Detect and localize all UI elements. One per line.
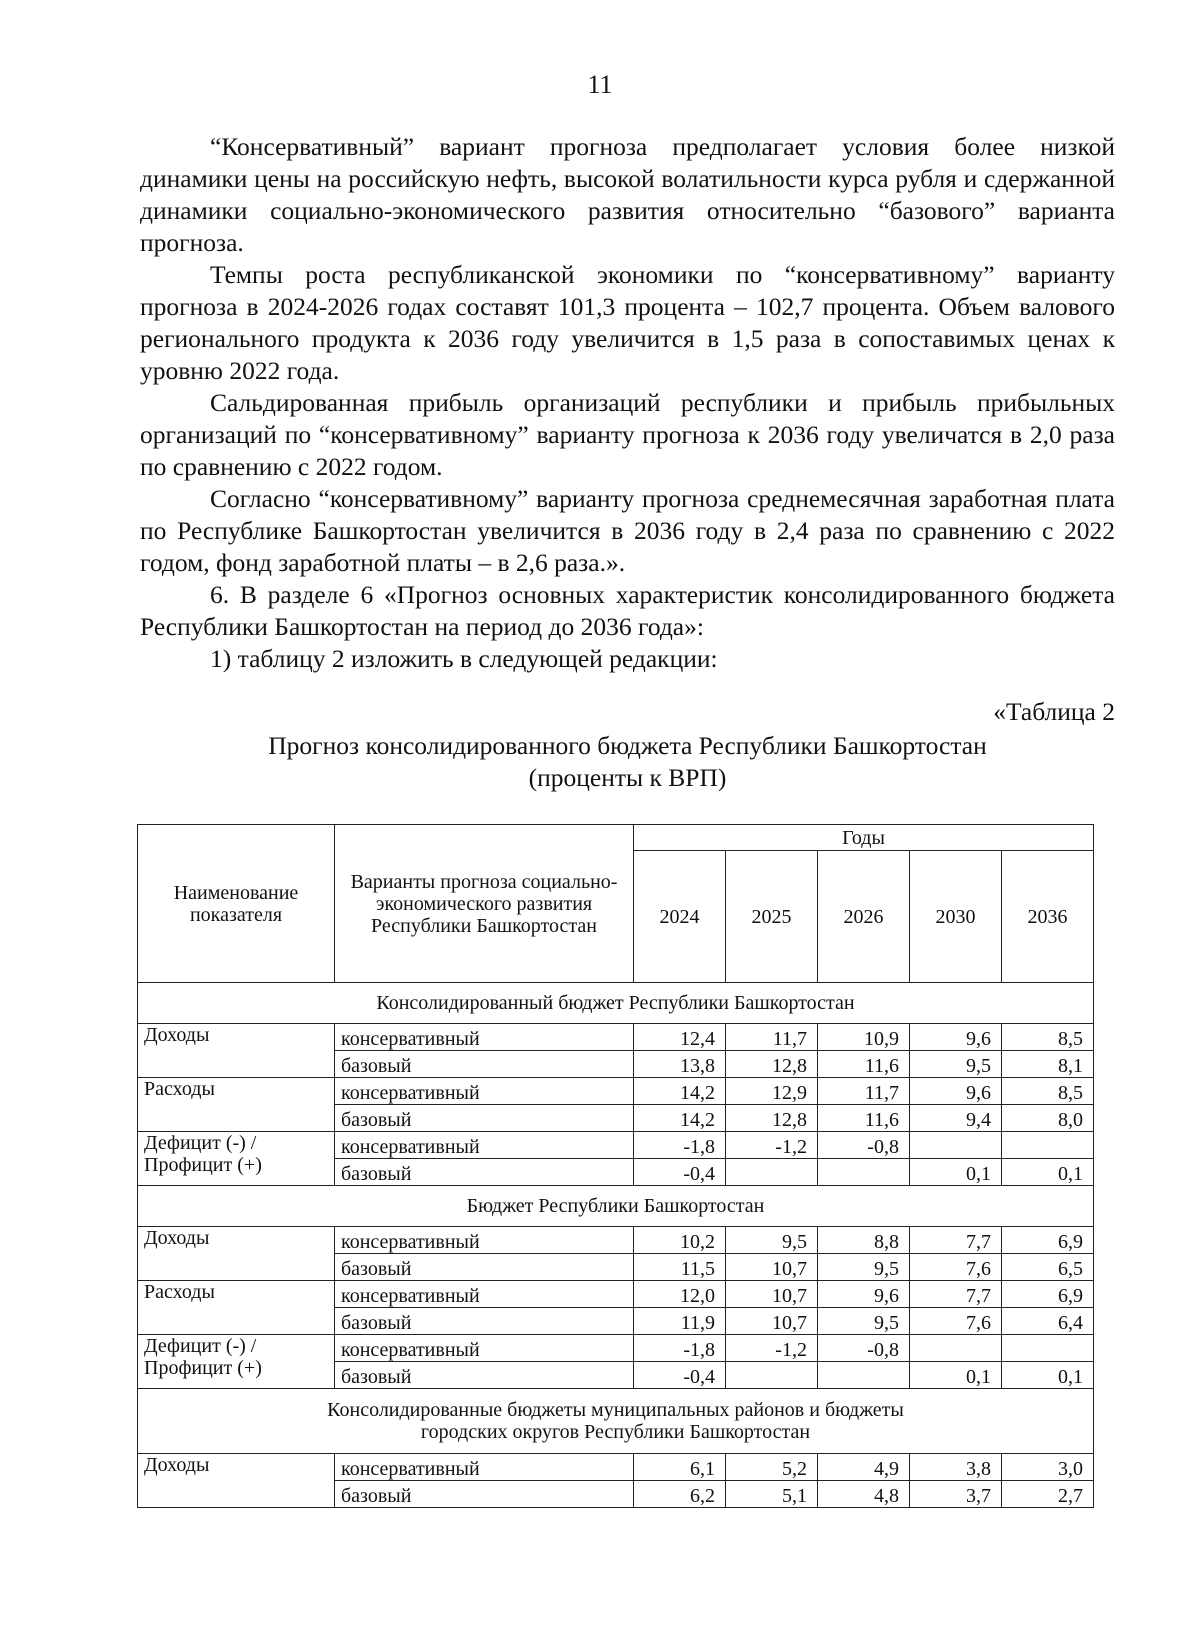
value-cell: 11,9 [634, 1308, 726, 1335]
value-cell: -0,4 [634, 1362, 726, 1389]
value-cell: 9,6 [909, 1078, 1001, 1105]
value-cell: 10,7 [725, 1308, 817, 1335]
value-cell [725, 1362, 817, 1389]
paragraph: “Консервативный” вариант прогноза предполагает условия более низкой динамики цены на российскую нефть, высокой волатильности курса рубля и сдержанной динамики социально-экономического развития относительно “базового” варианта прогноза. [140, 132, 1115, 257]
value-cell: 10,9 [817, 1024, 909, 1051]
body-text [140, 131, 1115, 675]
value-cell: 8,1 [1001, 1051, 1093, 1078]
value-cell [725, 1159, 817, 1186]
section-title: Бюджет Республики Башкортостан [138, 1186, 1094, 1227]
value-cell: -1,2 [725, 1335, 817, 1362]
value-cell: 12,8 [725, 1105, 817, 1132]
value-cell: 2,7 [1001, 1481, 1093, 1508]
value-cell: 9,5 [909, 1051, 1001, 1078]
table-row [138, 1454, 1094, 1481]
table-row [138, 1335, 1094, 1362]
indicator-name: Дефицит (-) / Профицит (+) [138, 1335, 335, 1389]
value-cell: 8,0 [1001, 1105, 1093, 1132]
variant-cell: базовый [335, 1159, 634, 1186]
budget-table [137, 824, 1094, 1508]
value-cell: 0,1 [909, 1159, 1001, 1186]
value-cell: 7,6 [909, 1254, 1001, 1281]
value-cell: 11,6 [817, 1051, 909, 1078]
value-cell: 6,1 [634, 1454, 726, 1481]
variant-cell: базовый [335, 1308, 634, 1335]
value-cell: -1,2 [725, 1132, 817, 1159]
value-cell: 11,6 [817, 1105, 909, 1132]
value-cell: 10,7 [725, 1254, 817, 1281]
indicator-name: Дефицит (-) / Профицит (+) [138, 1132, 335, 1186]
value-cell: 9,6 [817, 1281, 909, 1308]
value-cell: 9,5 [817, 1308, 909, 1335]
value-cell: 11,5 [634, 1254, 726, 1281]
table-title: Прогноз консолидированного бюджета Республики Башкортостан [268, 731, 987, 760]
value-cell: 10,2 [634, 1227, 726, 1254]
value-cell: -0,4 [634, 1159, 726, 1186]
header-year: 2024 [634, 851, 726, 983]
value-cell: 8,8 [817, 1227, 909, 1254]
variant-cell: базовый [335, 1362, 634, 1389]
value-cell: 5,1 [725, 1481, 817, 1508]
header-variant: Варианты прогноза социально-экономического развития Республики Башкортостан [335, 825, 634, 983]
indicator-name: Доходы [138, 1227, 335, 1281]
table-row [138, 1024, 1094, 1051]
variant-cell: консервативный [335, 1132, 634, 1159]
variant-cell: консервативный [335, 1078, 634, 1105]
value-cell: 10,7 [725, 1281, 817, 1308]
table-row [138, 1132, 1094, 1159]
value-cell [817, 1362, 909, 1389]
variant-cell: консервативный [335, 1227, 634, 1254]
value-cell: 0,1 [1001, 1362, 1093, 1389]
value-cell: 3,8 [909, 1454, 1001, 1481]
value-cell [909, 1335, 1001, 1362]
value-cell: 11,7 [817, 1078, 909, 1105]
table-label: «Таблица 2 [993, 697, 1115, 726]
value-cell: 11,7 [725, 1024, 817, 1051]
value-cell: -0,8 [817, 1335, 909, 1362]
value-cell: 6,9 [1001, 1281, 1093, 1308]
header-year: 2026 [817, 851, 909, 983]
value-cell: 14,2 [634, 1105, 726, 1132]
paragraph: 1) таблицу 2 изложить в следующей редакции: [210, 644, 718, 673]
value-cell: 7,6 [909, 1308, 1001, 1335]
table-row [138, 1078, 1094, 1105]
header-year: 2025 [725, 851, 817, 983]
section-row [138, 983, 1094, 1024]
variant-cell: базовый [335, 1254, 634, 1281]
value-cell: 12,8 [725, 1051, 817, 1078]
value-cell: 12,0 [634, 1281, 726, 1308]
value-cell: 4,8 [817, 1481, 909, 1508]
value-cell: 9,6 [909, 1024, 1001, 1051]
header-years-label: Годы [634, 825, 1094, 851]
paragraph: Сальдированная прибыль организаций республики и прибыль прибыльных организаций по “консервативному” варианту прогноза к 2036 году увеличатся в 2,0 раза по сравнению с 2022 годом. [140, 388, 1115, 481]
value-cell: 7,7 [909, 1227, 1001, 1254]
header-year: 2030 [909, 851, 1001, 983]
indicator-name: Расходы [138, 1281, 335, 1335]
value-cell: 8,5 [1001, 1078, 1093, 1105]
value-cell: 6,2 [634, 1481, 726, 1508]
value-cell: 0,1 [909, 1362, 1001, 1389]
value-cell: -1,8 [634, 1335, 726, 1362]
value-cell: 5,2 [725, 1454, 817, 1481]
paragraph: 6. В разделе 6 «Прогноз основных характеристик консолидированного бюджета Республики Башкортостан на период до 2036 года»: [140, 580, 1115, 641]
section-row [138, 1389, 1094, 1454]
value-cell [1001, 1335, 1093, 1362]
table-row [138, 1281, 1094, 1308]
value-cell: 8,5 [1001, 1024, 1093, 1051]
table-subtitle: (проценты к ВРП) [528, 763, 727, 792]
indicator-name: Доходы [138, 1024, 335, 1078]
header-name: Наименование показателя [138, 825, 335, 983]
value-cell: 12,9 [725, 1078, 817, 1105]
paragraph: Согласно “консервативному” варианту прогноза среднемесячная заработная плата по Республике Башкортостан увеличится в 2036 году в 2,4 раза по сравнению с 2022 годом, фонд заработной платы – в 2,6 раза.». [140, 484, 1115, 577]
variant-cell: базовый [335, 1051, 634, 1078]
variant-cell: консервативный [335, 1024, 634, 1051]
paragraph: Темпы роста республиканской экономики по “консервативному” варианту прогноза в 2024-2026 годах составят 101,3 процента – 102,7 процента. Объем валового регионального продукта к 2036 году увеличится в 1,5 раза в сопоставимых ценах к уровню 2022 года. [140, 260, 1115, 385]
value-cell: 6,9 [1001, 1227, 1093, 1254]
value-cell [817, 1159, 909, 1186]
value-cell: 12,4 [634, 1024, 726, 1051]
section-title: Консолидированные бюджеты муниципальных районов и бюджеты городских округов Республики Башкортостан [138, 1389, 1094, 1454]
variant-cell: консервативный [335, 1335, 634, 1362]
value-cell: 3,0 [1001, 1454, 1093, 1481]
value-cell: -1,8 [634, 1132, 726, 1159]
header-year: 2036 [1001, 851, 1093, 983]
variant-cell: базовый [335, 1105, 634, 1132]
value-cell: 3,7 [909, 1481, 1001, 1508]
variant-cell: консервативный [335, 1281, 634, 1308]
budget-table-body [138, 983, 1094, 1508]
value-cell: 13,8 [634, 1051, 726, 1078]
variant-cell: консервативный [335, 1454, 634, 1481]
value-cell: -0,8 [817, 1132, 909, 1159]
value-cell: 6,4 [1001, 1308, 1093, 1335]
indicator-name: Доходы [138, 1454, 335, 1508]
value-cell: 6,5 [1001, 1254, 1093, 1281]
variant-cell: базовый [335, 1481, 634, 1508]
section-title: Консолидированный бюджет Республики Башкортостан [138, 983, 1094, 1024]
value-cell: 9,4 [909, 1105, 1001, 1132]
section-row [138, 1186, 1094, 1227]
value-cell: 9,5 [725, 1227, 817, 1254]
value-cell: 0,1 [1001, 1159, 1093, 1186]
value-cell [909, 1132, 1001, 1159]
value-cell [1001, 1132, 1093, 1159]
table-title-block [140, 730, 1115, 794]
value-cell: 14,2 [634, 1078, 726, 1105]
value-cell: 4,9 [817, 1454, 909, 1481]
value-cell: 9,5 [817, 1254, 909, 1281]
value-cell: 7,7 [909, 1281, 1001, 1308]
indicator-name: Расходы [138, 1078, 335, 1132]
table-row [138, 1227, 1094, 1254]
page-number: 11 [587, 70, 613, 99]
